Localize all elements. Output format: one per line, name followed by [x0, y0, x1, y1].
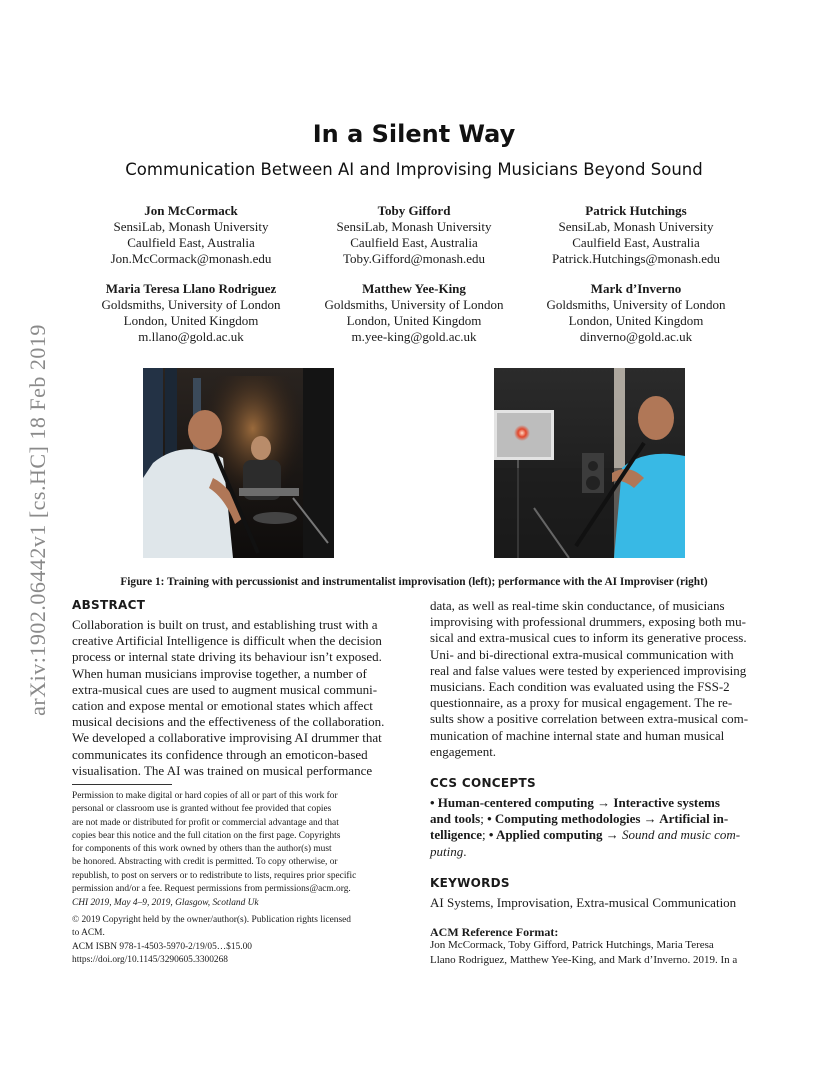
ccs-separator: ; [481, 827, 489, 843]
author-affiliation: SensiLab, Monash University [558, 219, 714, 234]
author-block [299, 203, 529, 267]
ccs-period: . [463, 843, 467, 859]
ccs-concepts [430, 795, 757, 860]
abstract-line: improvising with professional drummers, exposing both mu- [430, 614, 746, 630]
arxiv-identifier-text: arXiv:1902.06442v1 [cs.HC] 18 Feb 2019 [25, 324, 50, 716]
author-affiliation: Goldsmiths, University of London [101, 297, 281, 312]
author-name: Jon McCormack [144, 203, 238, 218]
figure-caption: Figure 1: Training with percussionist and instrumentalist improvisation (left); performance with the AI Improviser (right) [120, 576, 708, 588]
abstract-line: musical decisions and the effectiveness of the collaboration. [72, 714, 385, 730]
abstract-line: Uni- and bi-directional extra-musical communication with [430, 646, 734, 662]
permission-line: are not made or distributed for profit or commercial advantage and that [72, 817, 339, 828]
author-affiliation: Goldsmiths, University of London [546, 297, 726, 312]
author-block [76, 203, 306, 267]
author-email[interactable]: m.yee-king@gold.ac.uk [351, 329, 477, 344]
photo-ai-performance [494, 368, 685, 558]
keywords-heading: KEYWORDS [430, 876, 510, 890]
ccs-text: • Human-centered computing → Interactive systems [430, 795, 720, 810]
author-block [76, 281, 306, 345]
ccs-separator: ; [480, 811, 488, 827]
abstract-line: We developed a collaborative improvising AI drummer that [72, 730, 382, 746]
abstract-line: visualisation. The AI was trained on musical performance [72, 762, 373, 778]
author-block [521, 203, 751, 267]
abstract-line: data, as well as real-time skin conductance, of musicians [430, 598, 725, 613]
ccs-heading: CCS CONCEPTS [430, 776, 536, 790]
doi-link[interactable]: https://doi.org/10.1145/3290605.3300268 [72, 955, 228, 965]
author-location: London, United Kingdom [346, 313, 482, 328]
author-email[interactable]: dinverno@gold.ac.uk [579, 329, 693, 344]
reference-line: Llano Rodriguez, Matthew Yee-King, and Mark d’Inverno. 2019. In a [430, 954, 738, 966]
abstract-heading: ABSTRACT [72, 598, 146, 612]
abstract-line: When human musicians improvise together, a number of [72, 665, 367, 681]
author-block [521, 281, 751, 345]
reference-text [430, 938, 757, 968]
abstract-line: sults show a positive correlation between extra-musical com- [430, 711, 749, 727]
abstract-line: creative Artificial Intelligence is difficult when the decision [72, 633, 382, 649]
author-name: Maria Teresa Llano Rodriguez [105, 281, 277, 296]
ccs-text: • Applied computing [488, 827, 603, 843]
abstract-line: process or internal state driving its behaviour isn’t exposed. [72, 649, 382, 665]
abstract-line: extra-musical cues are used to augment musical communi- [72, 681, 378, 697]
author-affiliation: Goldsmiths, University of London [324, 297, 504, 312]
ccs-text: Sound and music com- [622, 827, 741, 843]
author-affiliation: SensiLab, Monash University [336, 219, 492, 234]
author-location: London, United Kingdom [123, 313, 259, 328]
paper-subtitle: Communication Between AI and Improvising Musicians Beyond Sound [125, 160, 703, 179]
copyright-line: to ACM. [72, 928, 105, 938]
author-location: Caulfield East, Australia [350, 235, 478, 250]
permission-line: permission and/or a fee. Request permissions from permissions@acm.org. [72, 884, 351, 895]
copyright-line: © 2019 Copyright held by the owner/author(s). Publication rights licensed [72, 915, 351, 925]
ccs-text: puting [430, 843, 464, 859]
abstract-text [72, 617, 399, 779]
abstract-line: communicates its confidence through an emoticon-based [72, 746, 368, 762]
author-email[interactable]: Toby.Gifford@monash.edu [342, 251, 486, 266]
abstract-line: sical and extra-musical cues to inform its generative process. [430, 630, 747, 646]
permission-line: copies bear this notice and the full citation on the first page. Copyrights [72, 830, 341, 841]
author-location: Caulfield East, Australia [127, 235, 255, 250]
abstract-line: munication of machine internal state and human musical [430, 727, 725, 743]
abstract-line: musicians. Each condition was evaluated using the FSS-2 [430, 679, 730, 695]
author-email[interactable]: m.llano@gold.ac.uk [138, 329, 244, 344]
abstract-line: cation and expose mental or emotional states which affect [72, 698, 373, 714]
permission-line: republish, to post on servers or to redistribute to lists, requires prior specific [72, 870, 357, 881]
author-email[interactable]: Jon.McCormack@monash.edu [110, 251, 272, 266]
ccs-text: • Computing methodologies → Artificial in- [487, 811, 729, 827]
abstract-line: real and false values were tested by experienced improvising [430, 662, 747, 678]
author-name: Toby Gifford [377, 203, 451, 218]
reference-heading: ACM Reference Format: [430, 925, 559, 939]
author-name: Patrick Hutchings [585, 203, 687, 218]
author-name: Mark d’Inverno [590, 281, 682, 296]
ccs-arrow: → [602, 827, 622, 843]
author-location: London, United Kingdom [568, 313, 704, 328]
permission-line: personal or classroom use is granted without fee provided that copies [72, 804, 332, 815]
author-name: Matthew Yee-King [362, 281, 466, 296]
permission-line: for components of this work owned by others than the author(s) must [72, 844, 332, 855]
abstract-line: questionnaire, as a proxy for musical engagement. The re- [430, 695, 733, 711]
permission-line: Permission to make digital or hard copies of all or part of this work for [72, 791, 338, 801]
ccs-text: telligence [430, 827, 482, 843]
reference-line: Jon McCormack, Toby Gifford, Patrick Hutchings, Maria Teresa [430, 939, 714, 951]
author-email[interactable]: Patrick.Hutchings@monash.edu [552, 251, 720, 266]
photo-training-session [143, 368, 334, 558]
keywords-text: AI Systems, Improvisation, Extra-musical Communication [430, 895, 737, 910]
arxiv-identifier [14, 285, 62, 755]
abstract-continued [430, 598, 757, 760]
footnote-divider [72, 784, 172, 785]
author-location: Caulfield East, Australia [572, 235, 700, 250]
permission-notice [72, 790, 399, 896]
abstract-line: Collaboration is built on trust, and establishing trust with a [72, 617, 378, 632]
abstract-line: engagement. [430, 743, 497, 759]
author-block [299, 281, 529, 345]
paper-title: In a Silent Way [312, 120, 516, 148]
permission-line: be honored. Abstracting with credit is permitted. To copy otherwise, or [72, 857, 338, 868]
isbn: ACM ISBN 978-1-4503-5970-2/19/05…$15.00 [72, 942, 252, 952]
conference-info: CHI 2019, May 4–9, 2019, Glasgow, Scotland Uk [72, 898, 259, 908]
author-affiliation: SensiLab, Monash University [113, 219, 269, 234]
ccs-text: and tools [430, 811, 481, 827]
